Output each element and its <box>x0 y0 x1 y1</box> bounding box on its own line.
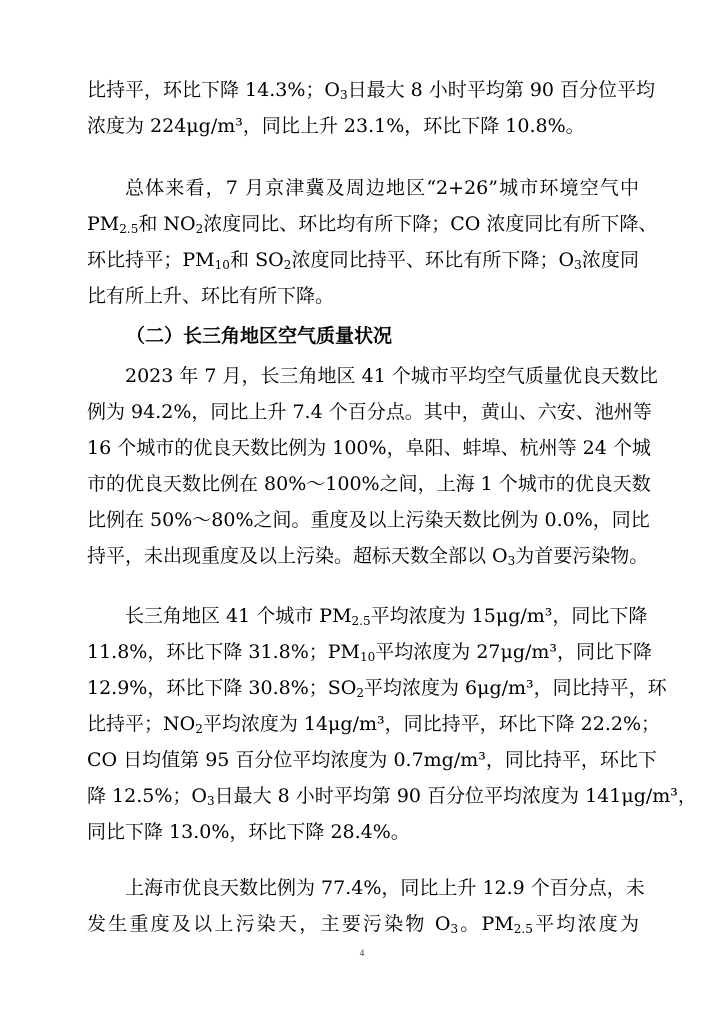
text-line: 比持平；$NO_2$平均浓度为 14μg/m³，同比持平，环比下降 22.2%； <box>87 713 661 736</box>
text-line: 浓度为 224μg/m³，同比上升 23.1%，环比下降 10.8%。 <box>87 115 585 137</box>
text-line: 12.9%，环比下降 30.8%；$SO_2$平均浓度为 6μg/m³，同比持平，环 <box>87 677 667 700</box>
text-line: 环比持平；$PM_{10}$和 $SO_2$浓度同比持平、环比有所下降；$O_3$浓度同 <box>87 249 639 272</box>
text-line: 同比下降 13.0%，环比下降 28.4%。 <box>87 821 410 843</box>
section-heading: （二）长三角地区空气质量状况 <box>126 325 393 347</box>
text-line: 上海市优良天数比例为 77.4%，同比上升 12.9 个百分点，未 <box>125 877 645 899</box>
text-line: 11.8%，环比下降 31.8%；$PM_{10}$平均浓度为 27μg/m³，同比下降 <box>87 641 653 664</box>
paragraph-beijing-tianjin-summary <box>87 170 658 314</box>
text-line: 比例在 50%～80%之间。重度及以上污染天数比例为 0.0%，同比 <box>87 509 650 531</box>
text-line: 16 个城市的优良天数比例为 100%，阜阳、蚌埠、杭州等 24 个城 <box>87 437 651 459</box>
text-line: 总体来看，7 月京津冀及周边地区“2+26”城市环境空气中 <box>125 177 639 199</box>
paragraph-beijing-tianjin-o3-tail <box>87 72 656 144</box>
text-line: 持平，未出现重度及以上污染。超标天数全部以 $O_3$为首要污染物。 <box>87 545 649 568</box>
text-line: 比有所上升、环比有所下降。 <box>87 285 335 307</box>
text-line: 发生重度及以上污染天，主要污染物 $O_3$。$PM_{2.5}$平均浓度为 <box>87 913 639 936</box>
text-line: 比持平，环比下降 14.3%；$O_3$日最大 8 小时平均第 90 百分位平均 <box>87 79 656 102</box>
text-line: $PM_{2.5}$和 $NO_2$浓度同比、环比均有所下降；CO 浓度同比有所下降、 <box>87 213 658 236</box>
paragraph-yangtze-delta-days <box>87 358 658 574</box>
text-line: 长三角地区 41 个城市 $PM_{2.5}$平均浓度为 15μg/m³，同比下降 <box>125 605 648 628</box>
text-line: 例为 94.2%，同比上升 7.4 个百分点。其中，黄山、六安、池州等 <box>87 401 652 423</box>
text-line: 市的优良天数比例在 80%～100%之间，上海 1 个城市的优良天数 <box>87 473 651 495</box>
page-number: 4 <box>359 948 365 958</box>
paragraph-shanghai <box>87 870 645 942</box>
text-line: CO 日均值第 95 百分位平均浓度为 0.7mg/m³，同比持平，环比下 <box>87 749 657 771</box>
paragraph-yangtze-delta-concentrations <box>87 598 697 850</box>
text-line: 2023 年 7 月，长三角地区 41 个城市平均空气质量优良天数比 <box>125 365 658 387</box>
text-line: 降 12.5%；$O_3$日最大 8 小时平均第 90 百分位平均浓度为 141μg/m³， <box>87 785 697 808</box>
